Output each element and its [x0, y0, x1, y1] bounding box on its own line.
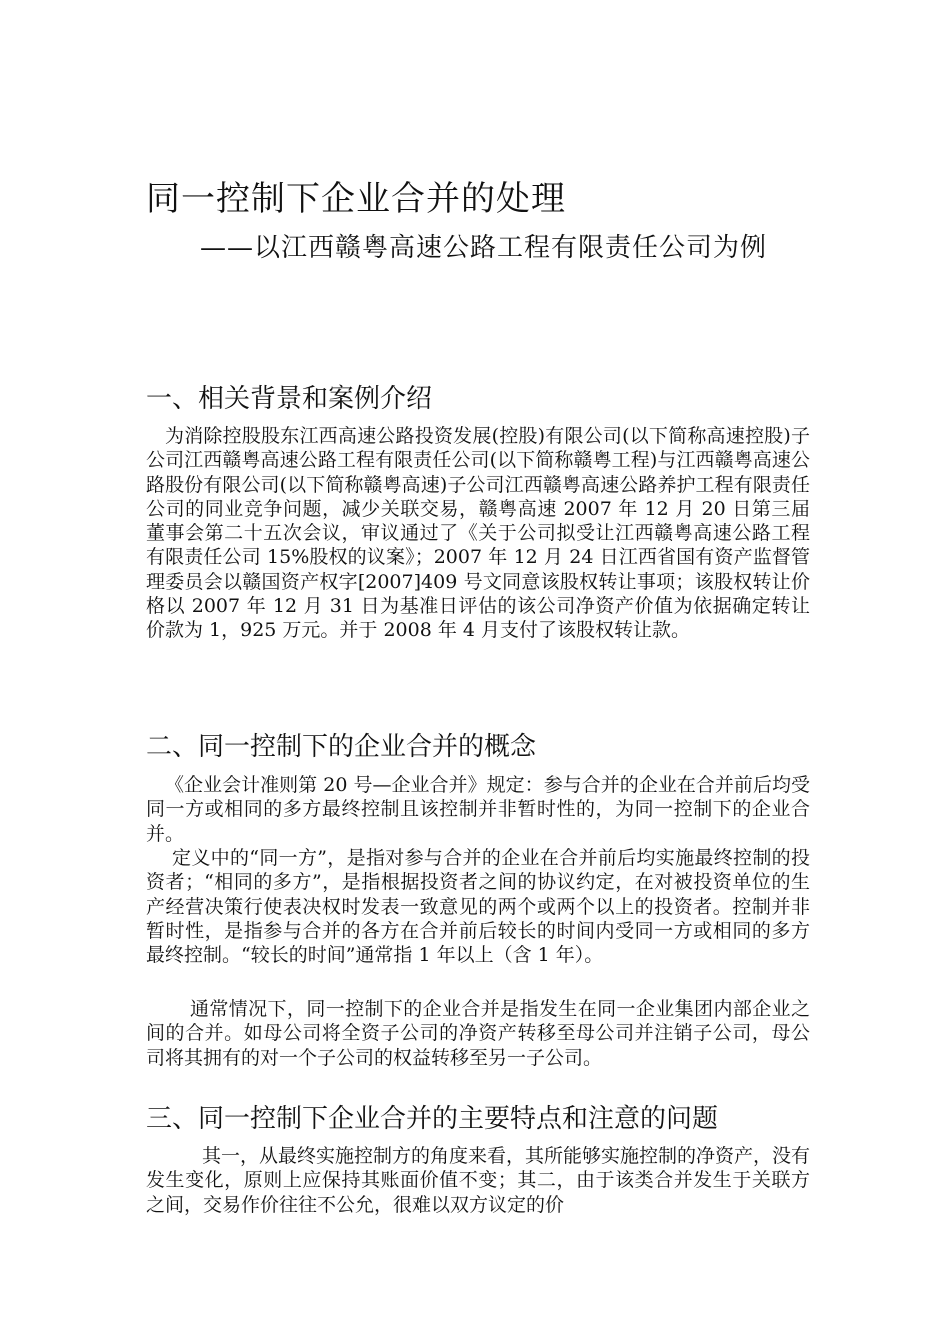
- section-2-paragraph-1: 《企业会计准则第 20 号—企业合并》规定：参与合并的企业在合并前后均受同一方或相同的多方最终控制且该控制并非暂时性的，为同一控制下的企业合并。: [146, 774, 810, 845]
- section-2-paragraph-2: 定义中的“同一方”，是指对参与合并的企业在合并前后均实施最终控制的投资者；“相同的多方”，是指根据投资者之间的协议约定，在对被投资单位的生产经营决策行使表决权时发表一致意见的两个或两个以上的投资者。控制并非暂时性，是指参与合并的各方在合并前后较长的时间内受同一方或相同的多方最终控制。“较长的时间”通常指 1 年以上（含 1 年）。: [146, 847, 810, 967]
- section-heading-2: 二、同一控制下的企业合并的概念: [146, 732, 537, 762]
- section-heading-1: 一、相关背景和案例介绍: [146, 384, 433, 414]
- section-heading-3: 三、同一控制下企业合并的主要特点和注意的问题: [146, 1104, 719, 1134]
- section-1-paragraph-1: 为消除控股股东江西高速公路投资发展(控股)有限公司(以下简称高速控股)子公司江西赣粤高速公路工程有限责任公司(以下简称赣粤工程)与江西赣粤高速公路股份有限公司(以下简称赣粤高速)子公司江西赣粤高速公路养护工程有限责任公司的同业竞争问题，减少关联交易，赣粤高速 2007 年 12 月 20 日第三届董事会第二十五次会议，审议通过了《关于公司拟受让江西赣粤高速公路工程有限责任公司 15%股权的议案》；2007 年 12 月 24 日江西省国有资产监督管理委员会以赣国资产权字[2007]409 号文同意该股权转让事项；该股权转让价格以 2007 年 12 月 31 日为基准日评估的该公司净资产价值为依据确定转让价款为 1，925 万元。并于 2008 年 4 月支付了该股权转让款。: [146, 425, 810, 642]
- section-3-paragraph-1: 其一，从最终实施控制方的角度来看，其所能够实施控制的净资产，没有发生变化，原则上应保持其账面价值不变；其二，由于该类合并发生于关联方之间，交易作价往往不公允，很难以双方议定的价: [146, 1145, 811, 1216]
- section-2-paragraph-3: 通常情况下，同一控制下的企业合并是指发生在同一企业集团内部企业之间的合并。如母公司将全资子公司的净资产转移至母公司并注销子公司，母公司将其拥有的对一个子公司的权益转移至另一子公司。: [146, 998, 810, 1069]
- document-subtitle: ——以江西赣粤高速公路工程有限责任公司为例: [200, 233, 768, 263]
- document-title: 同一控制下企业合并的处理: [146, 179, 566, 219]
